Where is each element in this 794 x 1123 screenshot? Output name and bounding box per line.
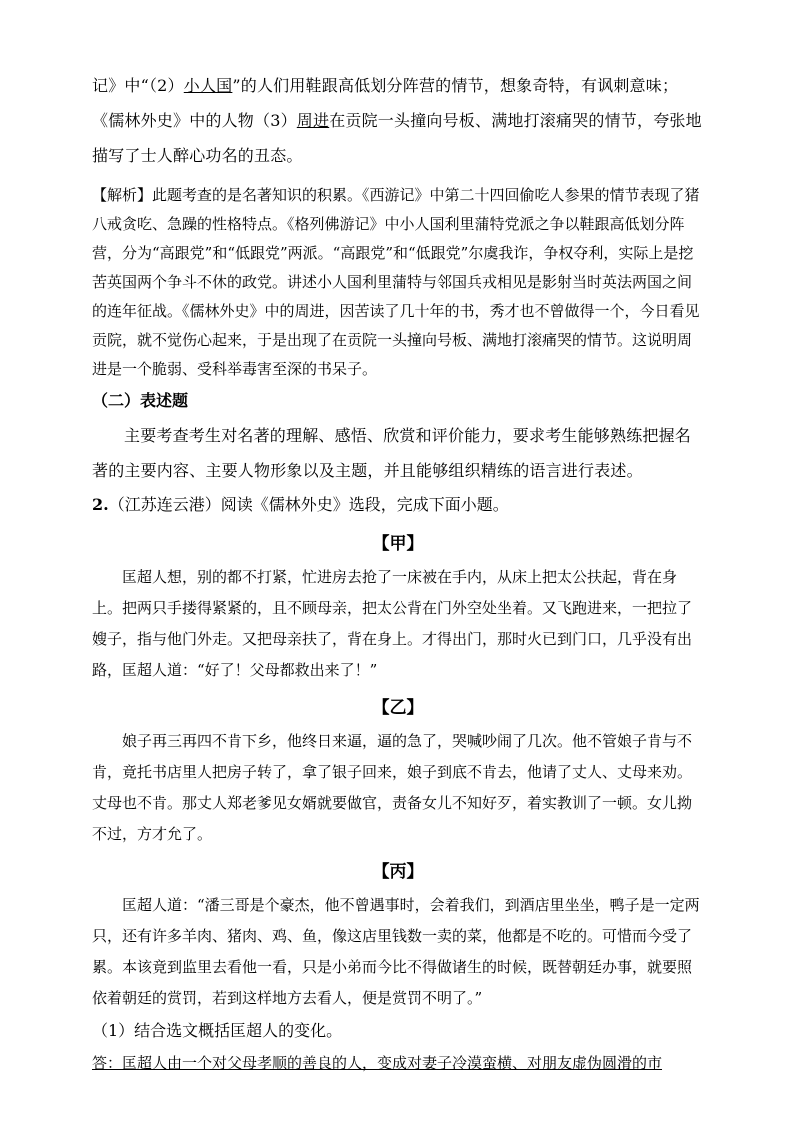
answer-blank-3: 周进 bbox=[296, 111, 330, 130]
intro-line-1 bbox=[92, 68, 704, 103]
passage-yi: 娘子再三再四不肯下乡，他终日来逼，逼的急了，哭喊吵闹了几次。他不管娘子肯与不肯，竟托书店里人把房子转了，拿了银子回来，娘子到底不肯去，他请了丈人、丈母来劝。丈母也不肯。那丈人郑老爹见女婿就要做官，责备女儿不知好歹，着实教训了一顿。女儿拗不过，方才允了。 bbox=[92, 732, 693, 843]
intro-text-c: ”的人们用鞋跟高低划分阵营的情节，想象奇特，有讽刺意味； bbox=[232, 76, 679, 95]
document-page bbox=[92, 68, 704, 1078]
intro-line-2 bbox=[92, 103, 704, 173]
section-heading: （二）表述题 bbox=[92, 391, 189, 410]
passage-title-jia: 【甲】 bbox=[372, 534, 424, 554]
question-number: 2. bbox=[92, 495, 109, 514]
passage-title-bing: 【丙】 bbox=[372, 862, 424, 882]
question-2 bbox=[92, 488, 704, 522]
passage-bing: 匡超人道：“潘三哥是个豪杰，他不曾遇事时，会着我们，到酒店里坐坐，鸭子是一定两只，还有许多羊肉、猪肉、鸡、鱼，像这店里钱数一卖的菜，他都是不吃的。可惜而今受了累。本该竟到监里去看他一看，只是小弟而今比不得做诸生的时候，既替朝廷办事，就要照依着朝廷的赏罚，若到这样地方去看人，便是赏罚不明了。” bbox=[92, 896, 700, 1007]
analysis-tag: 【解析】 bbox=[92, 186, 153, 204]
section-description: 主要考查考生对名著的理解、感悟、欣赏和评价能力，要求考生能够熟练把握名著的主要内容、主要人物形象以及主题，并且能够组织精练的语言进行表述。 bbox=[92, 426, 692, 480]
sub-question-1: （1）结合选文概括匡超人的变化。 bbox=[92, 1021, 343, 1040]
intro-text-f: 在贡院一头撞向号板、满地打滚痛哭的情节，夸张地描写了士人醉心功名的丑态。 bbox=[92, 111, 702, 165]
intro-text-d: 《儒林外史》中的人物（3） bbox=[92, 111, 297, 130]
passage-title-yi: 【乙】 bbox=[372, 698, 424, 718]
answer-blank-2: 小人国 bbox=[183, 76, 233, 95]
passage-jia: 匡超人想，别的都不打紧，忙进房去抢了一床被在手内，从床上把太公扶起，背在身上。把两只手搂得紧紧的，且不顾母亲，把太公背在门外空处坐着。又飞跑进来，一把拉了嫂子，指与他门外走。又把母亲扶了，背在身上。才得出门，那时火已到门口，几乎没有出路，匡超人道：“好了！父母都救出来了！” bbox=[92, 568, 693, 679]
analysis-text: 此题考查的是名著知识的积累。《西游记》中第二十四回偷吃人参果的情节表现了猪八戒贪吃、急躁的性格特点。《格列佛游记》中小人国利里蒲特党派之争以鞋跟高低划分阵营，分为“高跟党”和“低跟党”两派。“高跟党”和“低跟党”尔虞我诈，争权夺利，实际上是挖苦英国两个争斗不休的政党。讲述小人国利里蒲特与邻国兵戎相见是影射当时英法两国之间的连年征战。《儒林外史》中的周进，因苦读了几十年的书，秀才也不曾做得一个，今日看见贡院，就不觉伤心起来，于是出现了在贡院一头撞向号板、满地打滚痛哭的情节。这说明周进是一个脆弱、受科举毒害至深的书呆子。 bbox=[92, 186, 700, 378]
question-text: （江苏连云港）阅读《儒林外史》选段，完成下面小题。 bbox=[108, 495, 509, 514]
intro-text-a: 记》中“（2） bbox=[92, 76, 184, 95]
analysis-paragraph bbox=[92, 181, 704, 384]
answer-text: 答：匡超人由一个对父母孝顺的善良的人，变成对妻子冷漠蛮横、对朋友虚伪圆滑的市 bbox=[92, 1054, 663, 1072]
